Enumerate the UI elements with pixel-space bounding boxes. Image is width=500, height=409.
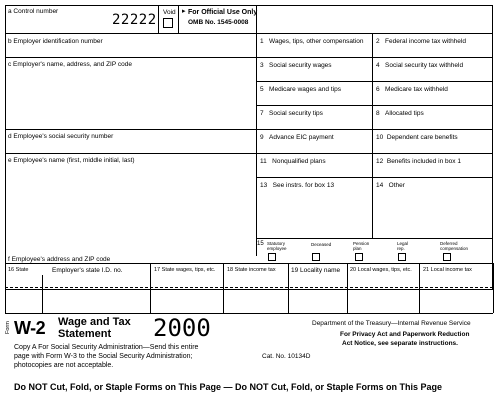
box-20-label: 20 Local wages, tips, etc. xyxy=(350,267,412,273)
box-15-legal-label: Legal rep. xyxy=(397,241,409,251)
official-arrow-icon: ▸ xyxy=(182,8,186,15)
copy-a-line3: photocopies are not acceptable. xyxy=(14,362,114,369)
copy-a-line2: page with Form W-3 to the Social Security Administration; xyxy=(14,353,193,360)
box-18-label: 18 State income tax xyxy=(227,267,276,273)
box-3-label: 3 Social security wages xyxy=(260,62,332,69)
box-d-bottom xyxy=(5,153,256,154)
row-9-10-bottom xyxy=(256,153,493,154)
deceased-checkbox[interactable] xyxy=(312,253,320,261)
control-number-label: a Control number xyxy=(8,8,59,15)
void-official-divider xyxy=(178,5,179,33)
left-right-divider xyxy=(256,33,257,256)
omb-label: OMB No. 1545-0008 xyxy=(188,19,249,26)
box-14-label: 14 Other xyxy=(376,182,405,189)
void-checkbox[interactable] xyxy=(163,18,173,28)
state-col-16-end xyxy=(150,263,151,313)
row-1-2-bottom xyxy=(256,57,493,58)
box-12-label: 12 Benefits included in box 1 xyxy=(376,158,461,165)
row-13-14-bottom xyxy=(256,238,493,239)
control-number-value: 22222 xyxy=(112,12,157,28)
form-title-line1: Wage and Tax xyxy=(58,316,131,328)
deferred-compensation-checkbox[interactable] xyxy=(443,253,451,261)
state-col-19-end xyxy=(347,263,348,313)
box-b-label: b Employer identification number xyxy=(8,38,103,45)
state-col-17-end xyxy=(223,263,224,313)
box-11-label: 11 Nonqualified plans xyxy=(260,158,326,165)
state-code-divider xyxy=(42,275,43,313)
copy-a-line1: Copy A For Social Security Administration—Send this entire xyxy=(14,344,199,351)
legal-rep-checkbox[interactable] xyxy=(398,253,406,261)
box-1-label: 1 Wages, tips, other compensation xyxy=(260,38,364,45)
box-16-employer-id-label: Employer's state I.D. no. xyxy=(52,267,123,274)
form-frame xyxy=(5,5,493,290)
box-f-label: f Employee's address and ZIP code xyxy=(8,256,111,263)
department-label: Department of the Treasury—Internal Revenue Service xyxy=(312,320,471,327)
row-3-4-bottom xyxy=(256,81,493,82)
box-15-statutory-label: Statutory employee xyxy=(267,241,287,251)
form-title-line2: Statement xyxy=(58,328,112,340)
box-5-label: 5 Medicare wages and tips xyxy=(260,86,341,93)
box-17-label: 17 State wages, tips, etc. xyxy=(154,267,216,273)
box-9-label: 9 Advance EIC payment xyxy=(260,134,334,141)
box-d-label: d Employee's social security number xyxy=(8,133,114,140)
form-year: 2000 xyxy=(153,314,211,342)
do-not-cut-notice: Do NOT Cut, Fold, or Staple Forms on This Page — Do NOT Cut, Fold, or Staple Forms on This Page xyxy=(14,382,443,392)
official-use-label: For Official Use Only xyxy=(188,9,258,16)
box-2-label: 2 Federal income tax withheld xyxy=(376,38,466,45)
box-8-label: 8 Allocated tips xyxy=(376,110,424,117)
box-15-deferred-label: Deferred compensation xyxy=(440,241,469,251)
box-e-label: e Employee's name (first, middle initial, last) xyxy=(8,157,135,164)
form-word: Form xyxy=(5,321,11,334)
row-7-8-bottom xyxy=(256,129,493,130)
box-19-label: 19 Locality name xyxy=(291,267,341,274)
box-15-pension-label: Pension plan xyxy=(353,241,370,251)
header-bottom-rule xyxy=(5,33,493,34)
box-13-label: 13 See instrs. for box 13 xyxy=(260,182,335,189)
control-void-divider xyxy=(158,5,159,33)
box-c-bottom xyxy=(5,129,256,130)
box-16-state-label: 16 State xyxy=(8,267,29,273)
box-15-deceased-label: Deceased xyxy=(311,242,332,247)
catalog-number: Cat. No. 10134D xyxy=(262,353,311,360)
row-11-12-bottom xyxy=(256,177,493,178)
state-row-left-edge xyxy=(5,263,6,313)
box-7-label: 7 Social security tips xyxy=(260,110,323,117)
box-10-label: 10 Dependent care benefits xyxy=(376,134,458,141)
state-col-20-end xyxy=(419,263,420,313)
form-name: W-2 xyxy=(14,318,46,338)
state-col-18-end xyxy=(288,263,289,313)
box-15-number: 15 xyxy=(257,241,264,247)
box-4-label: 4 Social security tax withheld xyxy=(376,62,464,69)
privacy-line1: For Privacy Act and Paperwork Reduction xyxy=(340,331,470,338)
pension-plan-checkbox[interactable] xyxy=(355,253,363,261)
box-6-label: 6 Medicare tax withheld xyxy=(376,86,448,93)
privacy-line2: Act Notice, see separate instructions. xyxy=(342,340,458,347)
box-21-label: 21 Local income tax xyxy=(423,267,472,273)
state-row-right-edge xyxy=(493,263,494,313)
box-b-bottom xyxy=(5,57,256,58)
row-5-6-bottom xyxy=(256,105,493,106)
void-label: Void xyxy=(163,9,176,16)
statutory-employee-checkbox[interactable] xyxy=(268,253,276,261)
box-c-label: c Employer's name, address, and ZIP code xyxy=(8,61,132,68)
right-column-divider xyxy=(372,33,373,238)
state-row-bottom xyxy=(5,313,493,314)
